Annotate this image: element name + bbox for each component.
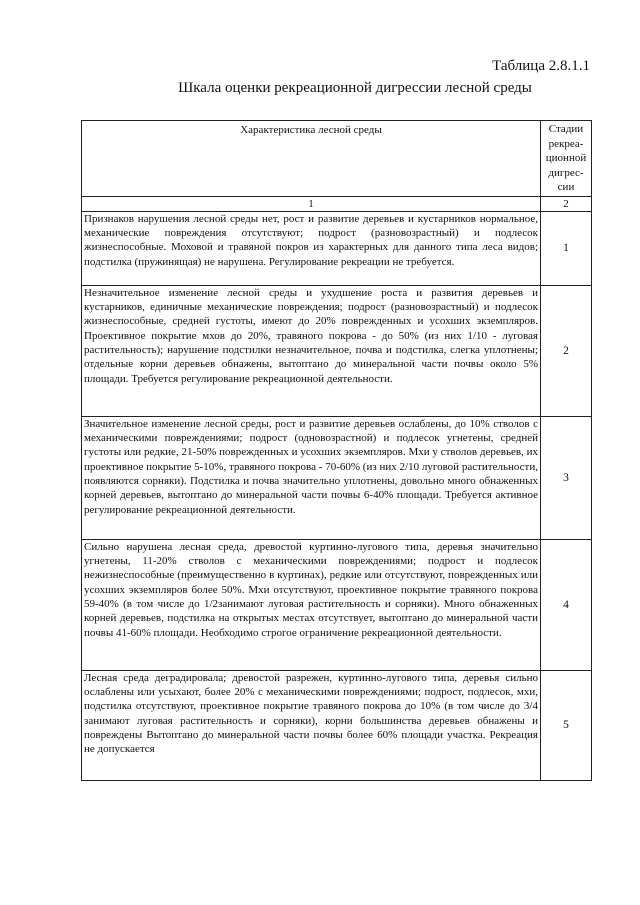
table-row bbox=[82, 211, 592, 285]
table-row bbox=[82, 285, 592, 416]
row-description: Сильно нарушена лесная среда, древостой куртинно-лугового типа, деревья значительно угнетены, 11-20% стволов с механическими повреждениями; подрост и подлесок нежизнеспособные (преимущественно в куртинах), редкие или отсутствуют, поврежденных или усохших экземпляров более 50%. Мхи отсутствуют, проективное покрытие травяного покрова 59-40% (в том числе до 1/2занимают луговая растительность и сорняки). Много обнаженных корней деревьев, подстилка на открытых местах отсутствует, вытоптано до минеральной части почвы 41-60% площади. Необходимо строгое ограничение рекреационной деятельности. bbox=[82, 539, 541, 670]
header-stage: Стадии рекреа-ционной дигрес-сии bbox=[541, 121, 592, 197]
row-stage: 5 bbox=[541, 670, 592, 780]
row-description: Лесная среда деградировала; древостой разрежен, куртинно-лугового типа, деревья сильно ослаблены или усыхают, более 20% с механическими повреждениями; подрост, подлесок, мхи, подстилка отсутствуют, проективное покрытие травяного покрова до 10% (в том числе до 3/4 занимают луговая растительность и сорняки), корни большинства деревьев обнажены и повреждены Вытоптано до минеральной части почвы более 60% площади участка. Рекреация не допускается bbox=[82, 670, 541, 780]
table-row bbox=[82, 416, 592, 539]
row-description: Признаков нарушения лесной среды нет, рост и развитие деревьев и кустарников нормальное, механические повреждения отсутствуют; подрост (разновозрастный) и подлесок жизнеспособные. Моховой и травяной покров из характерных для данного типа леса видов; подстилка (пружинящая) не нарушена. Регулирование рекреации не требуется. bbox=[82, 211, 541, 285]
row-stage: 1 bbox=[541, 211, 592, 285]
table-title: Шкала оценки рекреационной дигрессии лесной среды bbox=[178, 80, 532, 96]
table-row bbox=[82, 670, 592, 780]
column-number-1: 1 bbox=[82, 196, 541, 211]
digression-scale-table bbox=[81, 120, 592, 781]
row-stage: 2 bbox=[541, 285, 592, 416]
table-row bbox=[82, 539, 592, 670]
row-stage: 3 bbox=[541, 416, 592, 539]
header-row bbox=[82, 121, 592, 197]
table-number: Таблица 2.8.1.1 bbox=[492, 58, 590, 74]
row-description: Незначительное изменение лесной среды и ухудшение роста и развития деревьев и кустарников, единичные механические повреждения; подрост (разновозрастный) и подлесок жизнеспособные, средней густоты, имеют до 20% поврежденных и усохших экземпляров. Проективное покрытие мхов до 20%, травяного покрова - до 50% (из них 1/10 - луговая растительность); нарушение подстилки незначительное, почва и подстилка, слегка уплотнены; отдельные корни деревьев обнажены, вытоптано до минеральной части почвы около 5% площади. Требуется регулирование рекреационной деятельности. bbox=[82, 285, 541, 416]
column-number-row bbox=[82, 196, 592, 211]
header-characteristic: Характеристика лесной среды bbox=[82, 121, 541, 197]
row-description: Значительное изменение лесной среды, рост и развитие деревьев ослаблены, до 10% стволов с механическими повреждениями; подрост (одновозрастной) и подлесок угнетены, средней густоты или редкие, 21-50% поврежденных и усохших экземпляров. Мхи у стволов деревьев, их проективное покрытие 5-10%, травяного покрова - 70-60% (из них 2/10 луговой растительности, появляются сорняки). Подстилка и почва значительно уплотнены, довольно много обнаженных корней деревьев, вытоптано до минеральной части почвы 6-40% площади. Требуется активное регулирование рекреационной деятельности. bbox=[82, 416, 541, 539]
column-number-2: 2 bbox=[541, 196, 592, 211]
row-stage: 4 bbox=[541, 539, 592, 670]
